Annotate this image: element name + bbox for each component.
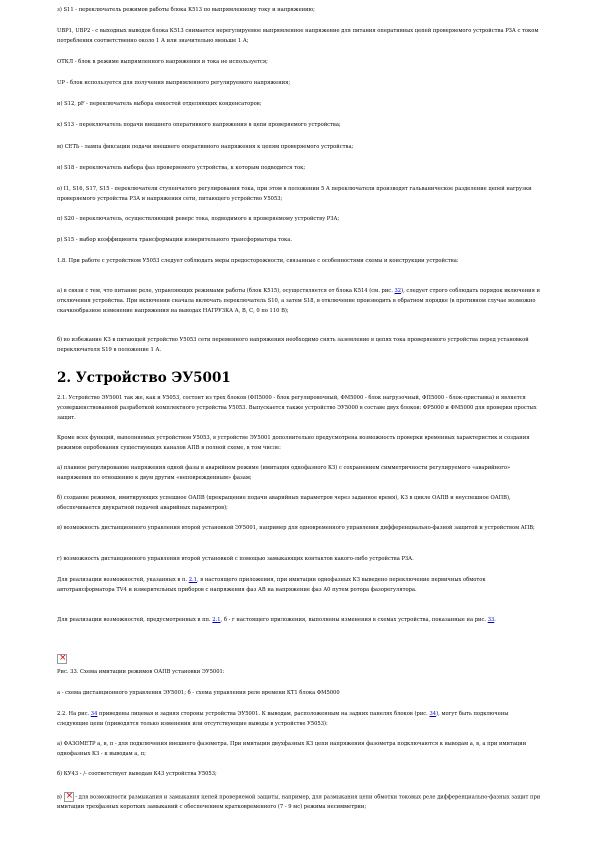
figure-33-subcaption: а - схема дистанционного управления ЭУ5001; б - схема управления реле времени КТ1 блока ФМ5000 (57, 690, 340, 696)
paragraph-realization-1-start: Для реализации возможностей, указанных в п. (57, 577, 189, 583)
paragraph-item-b: б) создание режимов, имитирующих успешное ОАПВ (прекращение подачи аварийных параметров через заданное время), КЗ в цикле ОАПВ и неуспешное ОАПВ), обеспечивается двукратной подачей аварийных параметров); (57, 495, 511, 511)
paragraph-item-g: г) возможность дистанционного управления второй установкой с помощью замыкающих контактов какого-либо устройства РЗА. (57, 556, 414, 562)
paragraph-1-8-a (57, 287, 541, 316)
paragraph-s12: и) S12, pF - переключатель выбора емкостей отделяющих конденсаторов; (57, 101, 262, 107)
paragraph-phasemeter: а) ФАЗОМЕТР а, в, п - для подключения внешнего фазометра. При имитации двухфазных КЗ цепи напряжения фазометра подключаются к выводам а, в, а при имитации однофазных КЗ - к выводам а, п; (57, 741, 527, 757)
paragraph-realization-1-end: , в настоящего приложения, при имитации однофазных КЗ выведено переключение первичных обмоток автотрансформатора TV4 и измерительных приборов с напряжения фаз АВ на напряжение фаз А0 путем ротора фазорегулятора. (57, 577, 486, 593)
link-fig-33[interactable]: 33 (487, 617, 495, 623)
link-section-2-1[interactable]: 2.1 (188, 577, 197, 583)
paragraph-2-2-mid: приведены лицевая и задняя стороны устройства ЭУ5001. К выводам, расположенным на задних панелях блоков (рис. (97, 711, 430, 717)
paragraph-2-2-start: 2.2. На рис. (57, 711, 91, 717)
broken-image-icon (57, 654, 67, 664)
paragraph-realization-2-end: . (494, 617, 496, 623)
paragraph-realization-2-start: Для реализации возможностей, предусмотренных в пп. (57, 617, 213, 623)
paragraph-1-8-a-text: а) в связи с тем, что питание реле, управляющих режимами работы (блок К515), осуществляется от блока К514 (см. рис. 32), следует строго соблюдать порядок включения и отключения устройства. При включении сначала включать переключатель S10, а затем S18, в отключение производить в обратном порядке (в противном случае возможно скачкообразное изменение напряжения на выводах НАГРУЗКА А, В, С, 0 по 110 В); (57, 288, 540, 314)
paragraph-otkl: ОТКЛ - блок в режиме выпрямленного напряжения и тока не используется; (57, 59, 268, 65)
paragraph-2-1: 2.1. Устройство ЭУ5001 так же, как и У5053, состоит из трех блоков (ФП5000 - блок регулировочный, ФМ5000 - блок нагрузочный, ФП5000 - блок-приставка) и является усовершенствованной разработкой комплектного устройства У5053. Выпускается также устройство ЭУ5000 в составе двух блоков: ФР5000 и ФМ5000 для проверки простых защит. (57, 395, 537, 421)
paragraph-item-a: а) плавное регулирование напряжения одной фазы в аварийном режиме (имитация однофазного КЗ) с сохранением симметричности регулируемого «аварийного» напряжения по отношению к двум другим «неповрежденным» фазам; (57, 465, 511, 481)
paragraph-realization-2-mid: , б - г настоящего приложения, выполнены изменения в схемах устройства, показанные на рис. (220, 617, 488, 623)
paragraph-s13: к) S13 - переключатель подачи внешнего оперативного напряжения в цепи проверяемого устройства; (57, 122, 341, 128)
section-heading: 2. Устройство ЭУ5001 (57, 370, 231, 386)
paragraph-realization-1 (57, 576, 541, 596)
paragraph-i1-switches: о) I1, S16, S17, S15 - переключатели ступенчатого регулирования тока, при этом в положении 5 А переключатели производят гальваническое разделение цепей нагрузки проверяемого устройства РЗА и напряжения сети, питающего устройство У5053; (57, 186, 532, 202)
paragraph-realization-2 (57, 616, 541, 626)
link-fig-32[interactable]: 32 (394, 288, 402, 294)
paragraph-2-2-end: ), могут быть подключены следующие цепи (приводятся только изменения или отсутствующие выводы в устройстве У5053): (57, 711, 509, 727)
broken-image-icon-inline (64, 792, 74, 802)
paragraph-item-v-2 (57, 792, 541, 813)
paragraph-2-2 (57, 710, 541, 730)
paragraph-item-v-2-end: - для возможности размыкания и замыкания цепей проверяемой защиты, например, для размыкания цепи обмотки токовых реле дифференциально-фазных защит при имитации трехфазных коротких замыканий с обеспечением кратковременного (7 - 9 мс) режима несимметрии; (57, 794, 541, 811)
figure-33-caption: Рис. 33. Схема имитации режимов ОАПВ установки ЭУ5001: (57, 669, 225, 675)
paragraph-ku43: б) КУ43 - /- соответствует выводам К43 устройства У5053; (57, 771, 217, 777)
paragraph-1-8-b: б) во избежание КЗ в питающей устройство У5053 сети переменного напряжения необходимо снять заземление в цепях тока проверяемого устройства перед установкой переключателя S19 в положение 1 А. (57, 337, 529, 353)
paragraph-up: UP - блок используется для получения выпрямленного регулируемого напряжения; (57, 80, 291, 86)
paragraph-set: м) СЕТЬ - лампа фиксации подачи внешнего оперативного напряжения к цепям проверяемого устройства; (57, 144, 354, 150)
paragraph-s15: р) S15 - выбор коэффициента трансформации измерительного трансформатора тока. (57, 237, 293, 243)
paragraph-switch-s11: з) S11 - переключатель режимов работы блока К513 по выпрямленному току и напряжению; (57, 7, 315, 13)
paragraph-s18: н) S18 - переключатель выбора фаз проверяемого устройства, к которым подводится ток; (57, 165, 306, 171)
paragraph-ubp: UBP1, UBP2 - с выходных выводов блока К513 снимается нерегулируемое выпрямленное напряжение для питания оперативных цепей проверяемого устройства РЗА с током потребления соответственно около 1 А или значительно меньше 1 А; (57, 28, 539, 44)
paragraph-1-8: 1.8. При работе с устройством У5053 следует соблюдать меры предосторожности, связанные с особенностями схемы и конструкции устройства: (57, 258, 459, 264)
paragraph-s20: п) S20 - переключатель, осуществляющий реверс тока, подводимого к проверяемому устройству РЗА; (57, 216, 340, 222)
link-section-2-1-b[interactable]: 2.1 (212, 617, 221, 623)
figure-33-image (57, 648, 67, 667)
paragraph-item-v-2-start: в) (57, 794, 64, 801)
paragraph-functions: Кроме всех функций, выполняемых устройством У5053, в устройстве ЭУ5001 дополнительно предусмотрена возможность проверки временных характеристик и создания режимов опробования существующих каналов АПВ в полной схеме, в том числе: (57, 435, 530, 451)
paragraph-item-v: в) возможность дистанционного управления второй установкой ЭУ5001, например для одновременного управления дифференциально-фазной защитой и устройством АПВ; (57, 525, 535, 531)
link-fig-34[interactable]: 34 (90, 711, 98, 717)
link-fig-34-b[interactable]: 34 (429, 711, 437, 717)
